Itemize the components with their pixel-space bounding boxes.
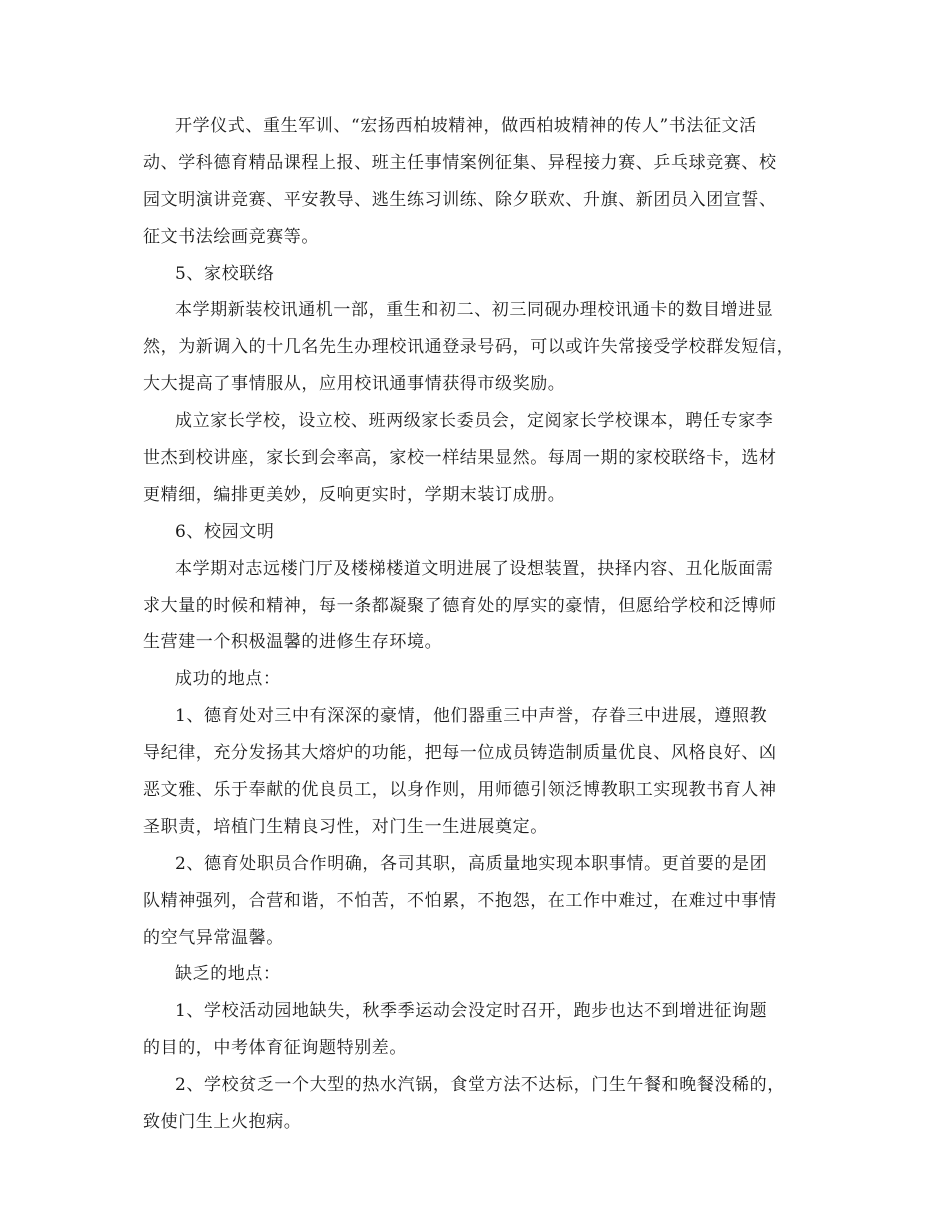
text-line: 的空气异常温馨。 [143,927,284,948]
text-line: 圣职责，培植门生精良习性，对门生一生进展奠定。 [143,816,548,837]
section-heading-campus-culture [143,514,813,551]
text-line: 1、学校活动园地缺失，秋季季运动会没定时召开，跑步也达不到增进征询题 [175,1001,768,1022]
paragraph-activities [143,108,813,256]
text-line: 然，为新调入的十几名先生办理校讯通登录号码，可以或许失常接受学校群发短信， [143,337,795,358]
text-line: 成立家长学校，设立校、班两级家长委员会，定阅家长学校课本，聘任专家李 [175,411,774,432]
paragraph-parent-school [143,403,813,514]
section-heading-shortcomings [143,956,813,993]
text-line: 的目的，中考体育征询题特别差。 [143,1038,407,1059]
text-line: 导纪律，充分发扬其大熔炉的功能，把每一位成员铸造制质量优良、风格良好、凶 [143,743,777,764]
text-line: 动、学科德育精品课程上报、班主任事情案例征集、异程接力赛、乒乓球竞赛、校 [143,152,777,173]
text-line: 求大量的时候和精神，每一条都凝聚了德育处的厚实的豪情，但愿给学校和泛博师 [143,595,777,616]
paragraph-shortcoming-1 [143,993,813,1067]
heading-text: 缺乏的地点： [175,964,281,985]
text-line: 开学仪式、重生军训、“宏扬西柏坡精神，做西柏坡精神的传人”书法征文活 [175,116,757,136]
text-line: 大大提高了事情服从，应用校讯通事情获得市级奖励。 [143,374,566,395]
paragraph-campus-decoration [143,551,813,662]
section-heading-successes [143,661,813,698]
text-line: 征文书法绘画竞赛等。 [143,226,319,247]
heading-text: 6、校园文明 [175,521,275,542]
paragraph-success-2 [143,846,813,957]
paragraph-shortcoming-2 [143,1067,813,1141]
document-body [143,108,813,1141]
text-line: 队精神强列，合营和谐，不怕苦，不怕累，不抱怨，在工作中难过，在难过中事情 [143,890,777,911]
text-line: 更精细，编排更美妙，反响更实时，学期末装订成册。 [143,484,566,505]
text-line: 恶文雅、乐于奉献的优良员工，以身作则，用师德引领泛博教职工实现教书育人神 [143,780,777,801]
text-line: 2、德育处职员合作明确，各司其职，高质量地实现本职事情。更首要的是团 [175,853,768,874]
text-line: 世杰到校讲座，家长到会率高，家校一样结果显然。每周一期的家校联络卡，选材 [143,448,777,469]
text-line: 本学期对志远楼门厅及楼梯楼道文明进展了设想装置，抉择内容、丑化版面需 [175,558,774,579]
section-heading-home-school [143,256,813,293]
text-line: 园文明演讲竞赛、平安教导、逃生练习训练、除夕联欢、升旗、新团员入团宣誓、 [143,189,777,210]
text-line: 本学期新装校讯通机一部，重生和初二、初三同砚办理校讯通卡的数目增进显 [175,300,774,321]
text-line: 致使门生上火抱病。 [143,1112,302,1133]
paragraph-school-messaging [143,292,813,403]
text-line: 1、德育处对三中有深深的豪情，他们器重三中声誉，存眷三中进展，遵照教 [175,706,768,727]
heading-text: 5、家校联络 [175,263,275,284]
text-line: 生营建一个积极温馨的进修生存环境。 [143,632,443,653]
text-line: 2、学校贫乏一个大型的热水汽锅，食堂方法不达标，门生午餐和晚餐没稀的， [175,1075,785,1096]
heading-text: 成功的地点： [175,669,281,690]
paragraph-success-1 [143,698,813,846]
